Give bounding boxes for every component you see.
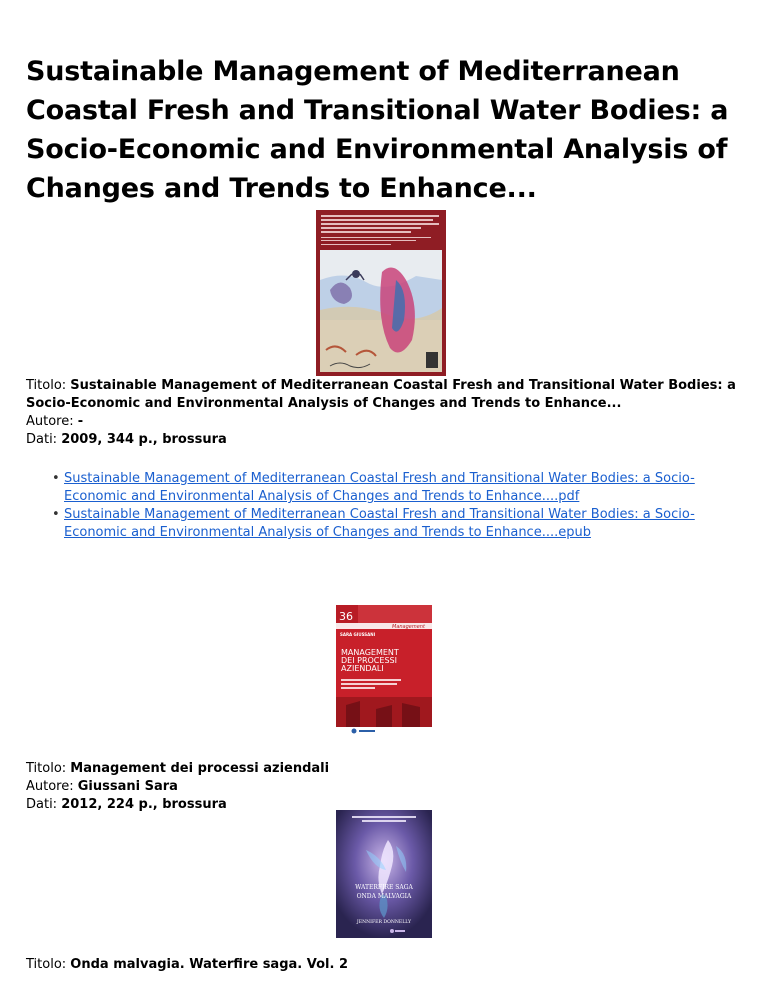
book-1-author: - [77,414,84,429]
title-label: Titolo: [26,378,71,393]
cover-book-author: JENNIFER DONNELLY [356,920,412,925]
cover-series-number: 36 [339,610,353,623]
book-cover-2 [336,605,432,735]
book-cover-2-art [336,605,432,735]
book-cover-1 [316,210,446,376]
book-3-title-line [26,956,744,974]
author-label: Autore: [26,414,78,429]
svg-text:DEI PROCESSI: DEI PROCESSI [341,656,397,665]
book-3-meta [26,956,744,974]
bullet-icon: • [52,507,60,522]
book-1-data-line [26,431,744,449]
book-1-author-line [26,413,744,431]
cover-author: SARA GIUSSANI [340,632,376,637]
book-2-title: Management dei processi aziendali [70,761,330,776]
cover-book-title: ONDA MALVAGIA [356,893,412,900]
book-1-download-links [52,470,724,542]
book-3-title: Onda malvagia. Waterfire saga. Vol. 2 [70,957,348,972]
download-link-epub[interactable]: Sustainable Management of Mediterranean Coastal Fresh and Transitional Water Bodies: a Socio-Economic and Environmental Analysis of Changes and Trends to Enhance....epub [64,507,695,540]
book-cover-3 [336,810,432,938]
book-1-title: Sustainable Management of Mediterranean Coastal Fresh and Transitional Water Bodies: a Socio-Economic and Environmental Analysis of Changes and Trends to Enhance... [26,378,736,411]
data-label: Dati: [26,797,62,812]
book-2-meta [26,760,744,814]
svg-text:AZIENDALI: AZIENDALI [341,664,384,673]
book-1-title-line [26,377,744,413]
svg-text:MANAGEMENT: MANAGEMENT [341,648,399,657]
book-1-data: 2009, 344 p., brossura [61,432,227,447]
book-2-title-line [26,760,744,778]
book-1-meta [26,377,744,449]
title-label: Titolo: [26,957,71,972]
book-cover-3-art [336,810,432,938]
author-label: Autore: [26,779,78,794]
download-link-pdf[interactable]: Sustainable Management of Mediterranean Coastal Fresh and Transitional Water Bodies: a Socio-Economic and Environmental Analysis of Changes and Trends to Enhance....pdf [64,471,695,504]
page-title: Sustainable Management of Mediterranean Coastal Fresh and Transitional Water Bodies: a Socio-Economic and Environmental Analysis of Changes and Trends to Enhance... [26,56,729,204]
book-2-author-line [26,778,744,796]
list-item [52,470,724,506]
data-label: Dati: [26,432,62,447]
cover-series-name: Management [392,624,425,630]
bullet-icon: • [52,471,60,486]
book-2-author: Giussani Sara [77,779,178,794]
cover-series-title: WATERFIRE SAGA [355,884,413,891]
title-label: Titolo: [26,761,71,776]
list-item [52,506,724,542]
book-2-data: 2012, 224 p., brossura [61,797,227,812]
book-cover-1-art [316,210,446,376]
